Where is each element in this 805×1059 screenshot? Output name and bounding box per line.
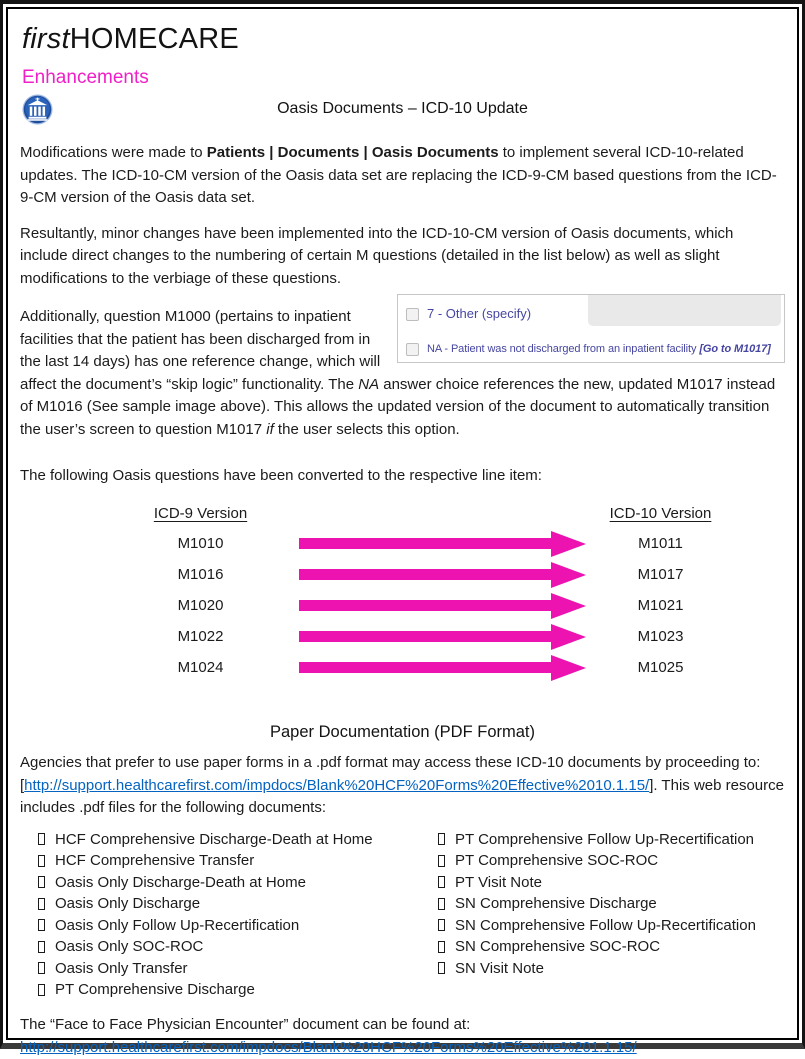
icd9-question: M1020 [177, 597, 224, 614]
bullet-box-icon [38, 962, 45, 974]
icd10-question: M1023 [637, 628, 684, 645]
bullet-box-icon [438, 941, 445, 953]
list-item [438, 893, 785, 915]
doc-name: Oasis Only Transfer [55, 959, 188, 977]
paper-docs-heading: Paper Documentation (PDF Format) [269, 723, 535, 741]
bank-icon [22, 94, 53, 125]
forms-link[interactable]: http://support.healthcarefirst.com/impdocs/Blank%20HCF%20Forms%20Effective%2010.1.15/ [24, 776, 650, 794]
table-row [108, 621, 728, 652]
icd9-question: M1016 [177, 566, 224, 583]
arrow-right-icon [299, 600, 551, 611]
conversion-header-row [108, 498, 728, 528]
bullet-box-icon [438, 833, 445, 845]
sample-screenshot [397, 294, 785, 363]
conversion-table [108, 498, 728, 683]
option-na-text: NA - Patient was not discharged from an inpatient facility [427, 343, 697, 355]
doc-name: HCF Comprehensive Transfer [55, 852, 255, 869]
list-item [38, 872, 438, 894]
list-item [38, 958, 438, 980]
brand-logo [22, 23, 785, 56]
icd9-column-header: ICD-9 Version [153, 504, 248, 522]
doc-name: Oasis Only Follow Up-Recertification [55, 916, 300, 934]
bullet-box-icon [438, 876, 445, 888]
arrow-right-icon [299, 662, 551, 673]
icd9-question: M1024 [177, 659, 224, 676]
title-row [20, 93, 785, 129]
page-title: Oasis Documents – ICD-10 Update [277, 100, 528, 117]
bullet-box-icon [438, 898, 445, 910]
doc-name: Oasis Only Discharge-Death at Home [55, 873, 306, 891]
icd10-column-header: ICD-10 Version [609, 504, 712, 522]
bullet-box-icon [38, 984, 45, 996]
doc-name: PT Comprehensive Discharge [55, 981, 255, 998]
paragraph-modifications [20, 142, 785, 210]
para3-if: if [266, 420, 274, 438]
table-row [108, 652, 728, 683]
list-item [438, 915, 785, 937]
icd9-question: M1022 [177, 628, 224, 645]
arrow-right-icon [299, 538, 551, 549]
bullet-box-icon [38, 855, 45, 867]
face-to-face-text: The “Face to Face Physician Encounter” document can be found at: [20, 1015, 471, 1033]
icd9-question: M1010 [177, 535, 224, 552]
specify-input [588, 295, 781, 326]
doc-name: SN Comprehensive Discharge [455, 895, 657, 912]
list-item [38, 936, 438, 958]
para3-na: NA [358, 375, 380, 393]
section-heading: Enhancements [22, 67, 149, 88]
doc-name: Oasis Only SOC-ROC [55, 938, 204, 955]
para3-b: answer choice references the new, updated M1017 instead of M1016 (See sample image above). This allows the updated version of the document to automatically transition the user’s screen to question M1017 [20, 375, 776, 438]
doc-name: PT Comprehensive SOC-ROC [455, 852, 659, 869]
pdf-list-left-column [38, 829, 438, 1001]
list-item [38, 850, 438, 872]
answer-option-7 [406, 303, 531, 326]
pdf-document-list [38, 829, 785, 1001]
brand-logo-first: first [22, 23, 70, 55]
option-na-label [427, 338, 771, 361]
face-to-face-link[interactable]: http://support.healthcarefirst.com/impdocs/Blank%20HCF%20Forms%20Effective%201.1.15/ [20, 1038, 637, 1056]
pdf-list-right-column [438, 829, 785, 1001]
answer-option-na [406, 338, 782, 361]
option-7-label: 7 - Other (specify) [427, 306, 532, 321]
para3-a: Additionally, question M1000 (pertains to inpatient facilities that the patient has been discharged from in the last 14 days) has one reference change, which will affect the document’s “skip logic” functionality. The [20, 308, 381, 393]
doc-name: PT Visit Note [455, 873, 542, 891]
list-item [438, 872, 785, 894]
checkbox-icon [406, 308, 419, 321]
list-item [38, 893, 438, 915]
list-item [38, 979, 438, 1001]
conversion-intro: The following Oasis questions have been converted to the respective line item: [20, 467, 542, 484]
para3-c: the user selects this option. [273, 420, 460, 438]
bullet-box-icon [38, 876, 45, 888]
bullet-box-icon [38, 941, 45, 953]
doc-name: PT Comprehensive Follow Up-Recertification [455, 830, 755, 848]
bullet-box-icon [438, 962, 445, 974]
list-item [438, 829, 785, 851]
goto-m1017-reference: [Go to M1017] [699, 343, 771, 355]
list-item [38, 829, 438, 851]
bullet-box-icon [38, 898, 45, 910]
doc-name: SN Comprehensive Follow Up-Recertification [455, 916, 756, 934]
list-item [38, 915, 438, 937]
list-item [438, 936, 785, 958]
bullet-box-icon [38, 833, 45, 845]
menu-path: Patients | Documents | Oasis Documents [206, 144, 499, 161]
icd10-question: M1025 [637, 659, 684, 676]
paragraph-m1000 [20, 306, 785, 441]
doc-name: SN Comprehensive SOC-ROC [455, 938, 661, 955]
list-item [438, 850, 785, 872]
footer [20, 1013, 785, 1059]
paper-docs-post: ]. This web resource includes .pdf files for the following documents: [20, 776, 784, 816]
doc-name: SN Visit Note [455, 959, 544, 977]
icd10-question: M1017 [637, 566, 684, 583]
icd10-question: M1021 [637, 597, 684, 614]
document-page [6, 7, 799, 1056]
paper-docs-pre: Agencies that prefer to use paper forms in a .pdf format may access these ICD-10 documents by proceeding to: [ [20, 754, 761, 794]
doc-name: Oasis Only Discharge [55, 895, 201, 912]
paragraph-resultantly: Resultantly, minor changes have been implemented into the ICD-10-CM version of Oasis documents, which include direct changes to the numbering of certain M questions (detailed in the list below) as well as slight modifications to the verbiage of these questions. [20, 224, 734, 287]
table-row [108, 559, 728, 590]
bullet-box-icon [38, 919, 45, 931]
brand-logo-rest: HOMECARE [69, 23, 239, 55]
list-item [438, 958, 785, 980]
bullet-box-icon [438, 919, 445, 931]
para1-post: to implement several ICD-10-related updates. The ICD-10-CM version of the Oasis data set are replacing the ICD-9-CM based questions from the ICD-9-CM version of the Oasis data set. [20, 144, 777, 206]
table-row [108, 528, 728, 559]
para1-pre: Modifications were made to [20, 144, 207, 161]
arrow-right-icon [299, 569, 551, 580]
bullet-box-icon [438, 855, 445, 867]
checkbox-icon [406, 343, 419, 356]
icd10-question: M1011 [638, 535, 683, 552]
doc-name: HCF Comprehensive Discharge-Death at Home [55, 830, 373, 848]
table-row [108, 590, 728, 621]
paragraph-paper-docs [20, 752, 785, 820]
arrow-right-icon [299, 631, 551, 642]
